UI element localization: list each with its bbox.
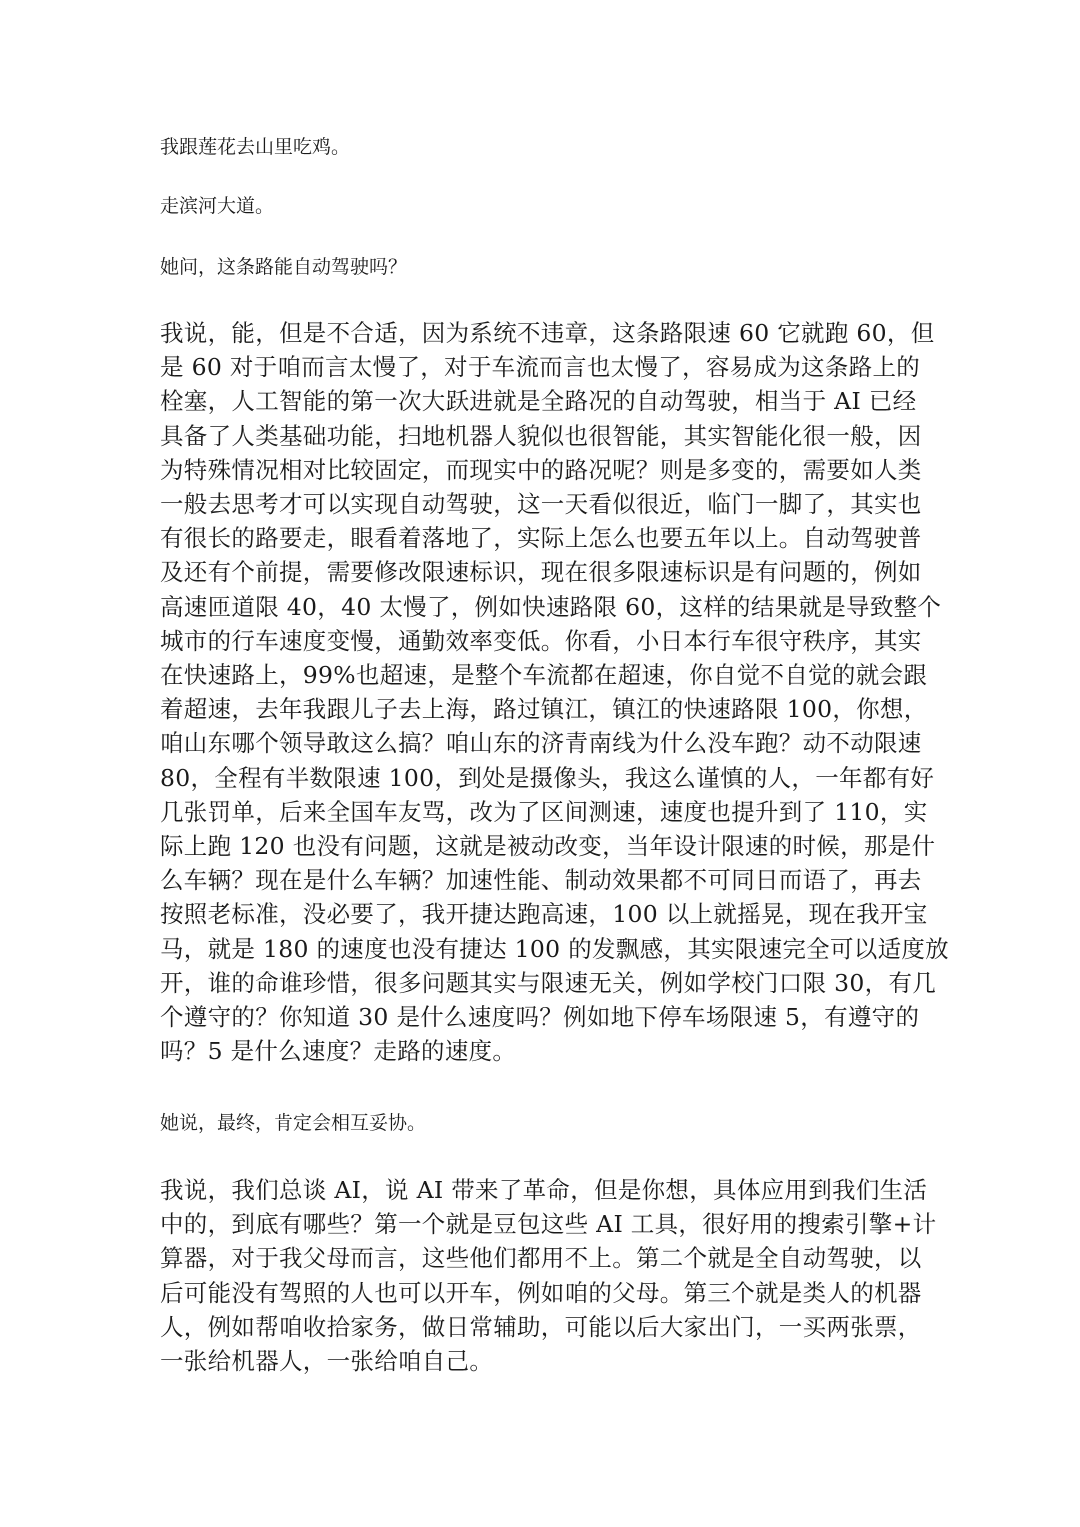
text-line: 按照老标准，没必要了，我开捷达跑高速，100 以上就摇晃，现在我开宝 (160, 900, 928, 929)
text-line: 80，全程有半数限速 100，到处是摄像头，我这么谨慎的人，一年都有好 (160, 763, 935, 792)
text-line: 有很长的路要走，眼看着落地了，实际上怎么也要五年以上。自动驾驶普 (160, 524, 922, 553)
text-line: 开，谁的命谁珍惜，很多问题其实与限速无关，例如学校门口限 30，有几 (160, 968, 937, 997)
text-line: 马，就是 180 的速度也没有捷达 100 的发飘感，其实限速完全可以适度放 (160, 934, 949, 963)
text-line: 人，例如帮咱收拾家务，做日常辅助，可能以后大家出门，一买两张票， (160, 1312, 922, 1341)
text-line: 么车辆？现在是什么车辆？加速性能、制动效果都不可同日而语了，再去 (160, 866, 922, 895)
paragraph-binhe-road (160, 192, 920, 220)
text-line: 是 60 对于咱而言太慢了，对于车流而言也太慢了，容易成为这条路上的 (160, 353, 921, 382)
text-line: 为特殊情况相对比较固定，而现实中的路况呢？则是多变的，需要如人类 (160, 455, 922, 484)
text-line: 她问，这条路能自动驾驶吗？ (160, 256, 408, 278)
text-line: 我说，能，但是不合适，因为系统不违章，这条路限速 60 它就跑 60，但 (160, 319, 935, 347)
paragraph-ai-applications (160, 1173, 937, 1378)
text-line: 个遵守的？你知道 30 是什么速度吗？例如地下停车场限速 5，有遵守的 (160, 1003, 920, 1032)
text-line: 具备了人类基础功能，扫地机器人貌似也很智能，其实智能化很一般，因 (160, 421, 922, 450)
text-line: 栓塞，人工智能的第一次大跃进就是全路况的自动驾驶，相当于 AI 已经 (160, 387, 917, 416)
paragraph-compromise (160, 1109, 920, 1137)
text-line: 在快速路上，99%也超速，是整个车流都在超速，你自觉不自觉的就会跟 (160, 661, 928, 690)
text-line: 吗？5 是什么速度？走路的速度。 (160, 1037, 517, 1066)
text-line: 走滨河大道。 (160, 195, 275, 217)
text-line: 际上跑 120 也没有问题，这就是被动改变，当年设计限速的时候，那是什 (160, 832, 936, 861)
paragraph-answer-speed-limits (160, 316, 949, 1068)
text-line: 中的，到底有哪些？第一个就是豆包这些 AI 工具，很好用的搜索引擎+计 (160, 1210, 937, 1239)
paragraph-question-autodrive (160, 253, 920, 281)
text-line: 我说，我们总谈 AI，说 AI 带来了革命，但是你想，具体应用到我们生活 (160, 1176, 928, 1204)
text-line: 后可能没有驾照的人也可以开车，例如咱的父母。第三个就是类人的机器 (160, 1278, 922, 1307)
text-line: 咱山东哪个领导敢这么搞？咱山东的济青南线为什么没车跑？动不动限速 (160, 729, 922, 758)
text-line: 高速匝道限 40，40 太慢了，例如快速路限 60，这样的结果就是导致整个 (160, 592, 942, 621)
text-line: 及还有个前提，需要修改限速标识，现在很多限速标识是有问题的，例如 (160, 558, 922, 587)
text-line: 她说，最终，肯定会相互妥协。 (160, 1112, 427, 1134)
paragraph-chicken-trip (160, 133, 920, 161)
text-line: 算器，对于我父母而言，这些他们都用不上。第二个就是全自动驾驶，以 (160, 1244, 922, 1273)
text-line: 着超速，去年我跟儿子去上海，路过镇江，镇江的快速路限 100，你想， (160, 695, 928, 724)
text-line: 城市的行车速度变慢，通勤效率变低。你看，小日本行车很守秩序，其实 (160, 626, 922, 655)
text-line: 我跟莲花去山里吃鸡。 (160, 136, 351, 158)
text-line: 一般去思考才可以实现自动驾驶，这一天看似很近，临门一脚了，其实也 (160, 490, 922, 519)
text-line: 一张给机器人，一张给咱自己。 (160, 1347, 494, 1376)
text-line: 几张罚单，后来全国车友骂，改为了区间测速，速度也提升到了 110，实 (160, 797, 928, 826)
